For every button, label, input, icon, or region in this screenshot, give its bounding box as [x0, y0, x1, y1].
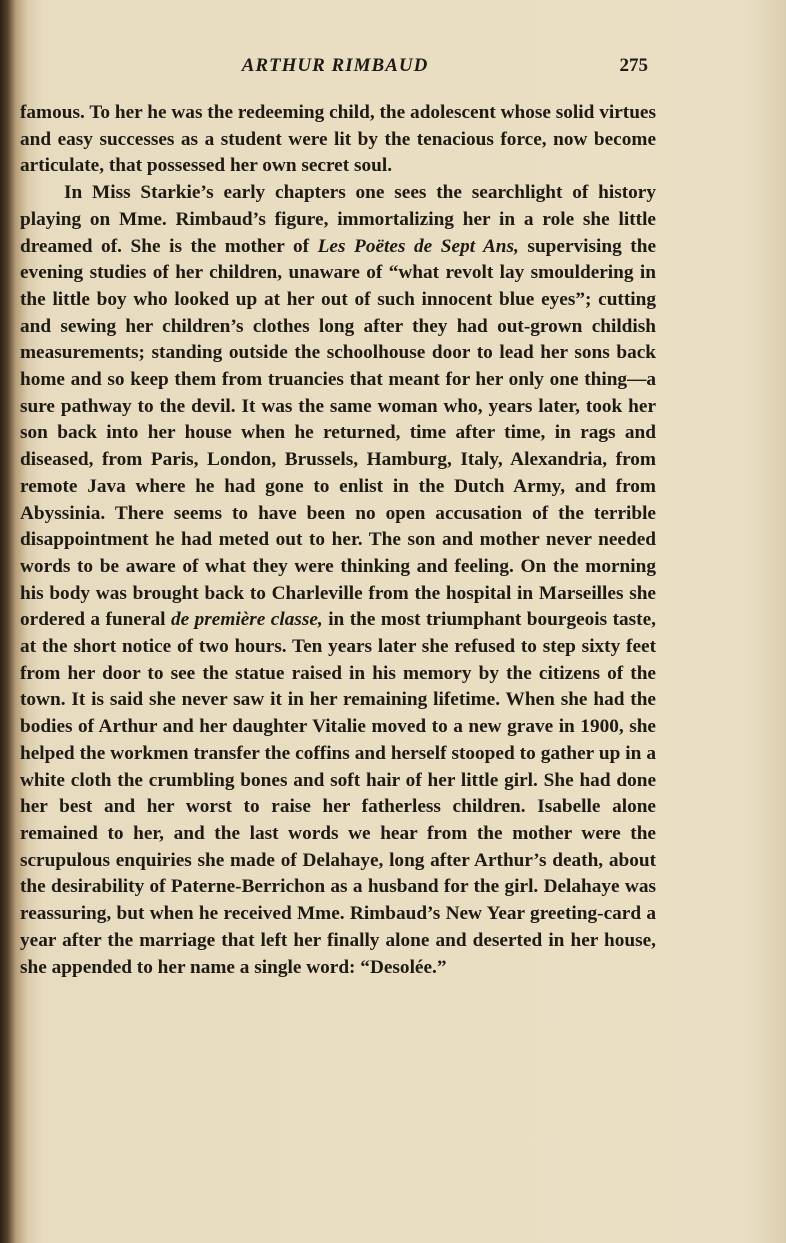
page-number: 275 [619, 55, 648, 76]
text-segment: in the most triumphant bourgeois taste, at the short notice of two hours. Ten years later she refused to step sixty feet from her door to see the statue raised in his memory by the citizens of the town. It is said she never saw it in her remaining lifetime. When she had the bodies of Arthur and her daughter Vitalie moved to a new grave in 1900, she helped the workmen transfer the coffins and herself stooped to gather up in a white cloth the crumbling bones and soft hair of her little girl. She had done her best and her worst to raise her fatherless children. Isabelle alone remained to her, and the last words we hear from the mother were the scrupulous enquiries she made of Delahaye, long after Arthur’s death, about the desirability of Paterne-Berrichon as a husband for the girl. Delahaye was reassuring, but when he received Mme. Rimbaud’s New Year greeting-card a year after the marriage that left her finally alone and deserted in her house, she appended to her name a single word: “Desolée.” [20, 609, 656, 978]
text-segment: supervising the evening studies of her children, unaware of “what revolt lay smouldering in the little boy who looked up at her out of such innocent blue eyes”; cutting and sewing her children’s clothes long after they had out-grown childish measurements; standing outside the schoolhouse door to lead her sons back home and so keep them from truancies that meant for her only one thing—a sure pathway to the devil. It was the same woman who, years later, took her son back into her house when he returned, time after time, in rags and diseased, from Paris, London, Brussels, Hamburg, Italy, Alexandria, from remote Java where he had gone to enlist in the Dutch Army, and from Abyssinia. There seems to have been no open accusation of the terrible disappointment he had meted out to her. The son and mother never needed words to be aware of what they were thinking and feeling. On the morning his body was brought back to Charleville from the hospital in Marseilles she ordered a funeral [20, 235, 657, 631]
italic-phrase-premiere-classe: de première classe, [170, 609, 323, 631]
text-segment: famous. To her he was the redeeming child, the adolescent whose solid virtues and easy successes as a student were lit by the tenacious force, now become articulate, that possessed her own secret soul. [20, 102, 656, 177]
running-head-title: ARTHUR RIMBAUD [241, 55, 429, 76]
italic-title-les-poetes: Les Poëtes de Sept Ans, [317, 235, 519, 257]
body-text [20, 100, 656, 981]
paragraph-1 [20, 100, 656, 180]
running-head [20, 52, 650, 80]
text-segment: In Miss Starkie’s early chapters one sees the searchlight of history playing on Mme. Rimbaud’s figure, immortalizing her in a role she little dreamed of. She is the mother of [20, 182, 656, 257]
paragraph-2 [20, 180, 656, 981]
